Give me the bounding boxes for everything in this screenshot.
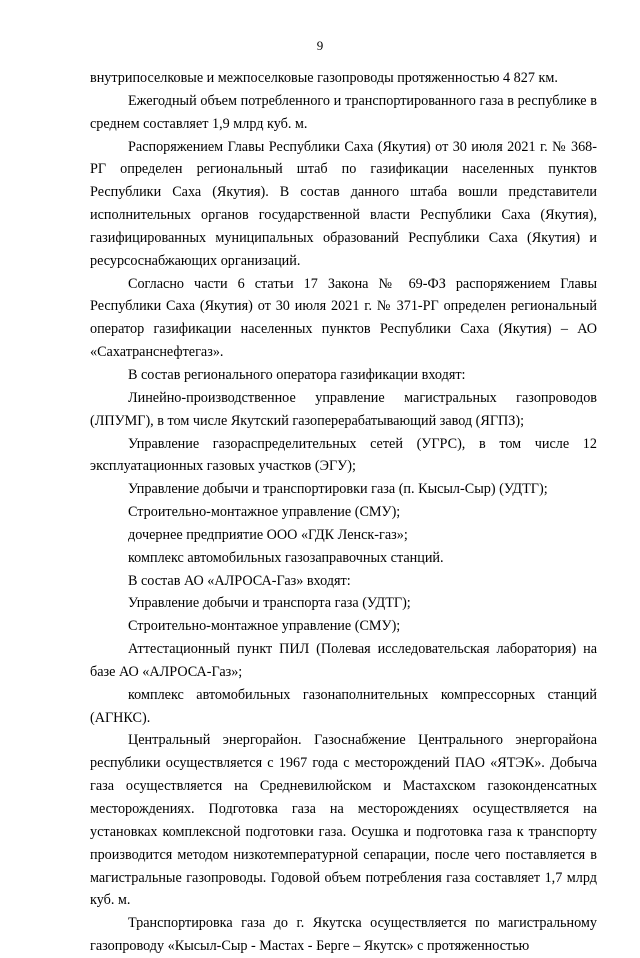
paragraph: Аттестационный пункт ПИЛ (Полевая исследовательская лаборатория) на базе АО «АЛРОСА-Газ»; [90,641,597,680]
paragraph: Строительно-монтажное управление (СМУ); [128,504,401,521]
paragraph: Управление добычи и транспортировки газа (п. Кысыл-Сыр) (УДТГ); [128,481,548,498]
paragraph: Транспортировка газа до г. Якутска осуществляется по магистральному газопроводу «Кысыл-Сыр - Мастах - Берге – Якутск» с протяженностью [90,915,597,955]
paragraph: дочернее предприятие ООО «ГДК Ленск-газ»; [128,526,408,543]
paragraph: комплекс автомобильных газозаправочных станций. [128,549,444,566]
paragraph: Управление газораспределительных сетей (УГРС), в том числе 12 эксплуатационных газовых участков (ЭГУ); [90,435,597,475]
page-number: 9 [316,38,324,53]
paragraph: Распоряжением Главы Республики Саха (Якутия) от 30 июля 2021 г. № 368-РГ определен региональный штаб по газификации населенных пунктов Республики Саха (Якутия). В состав данного штаба вошли представители исполнительных органов государственной власти Республики Саха (Якутия), газифицированных муниципальных образований Республики Саха (Якутия) и ресурсоснабжающих организаций. [90,138,597,269]
paragraph: Линейно-производственное управление магистральных газопроводов (ЛПУМГ), в том числе Якутский газоперерабатывающий завод (ЯГПЗ); [90,389,597,429]
paragraph: комплекс автомобильных газонаполнительных компрессорных станций (АГНКС). [90,686,597,726]
paragraph: Центральный энергорайон. Газоснабжение Центрального энергорайона республики осуществляется с 1967 года с месторождений ПАО «ЯТЭК». Добыча газа осуществляется на Средневилюйском и Мастахском газоконденсатных месторождениях. Подготовка газа на месторождениях осуществляется на установках комплексной подготовки газа. Осушка и подготовка газа к транспорту производится методом низкотемпературной сепарации, после чего поставляется в магистральные газопроводы. Годовой объем потребления газа составляет 1,7 млрд куб. м. [90,732,597,909]
paragraph: Согласно части 6 статьи 17 Закона № 69-ФЗ распоряжением Главы Республики Саха (Якутия) от 30 июля 2021 г. № 371-РГ определен региональный оператор газификации населенных пунктов Республики Саха (Якутия) – АО «Сахатранснефтегаз». [90,275,597,361]
paragraph: внутрипоселковые и межпоселковые газопроводы протяженностью 4 827 км. [90,70,558,86]
paragraph: Ежегодный объем потребленного и транспортированного газа в республике в среднем составляет 1,9 млрд куб. м. [90,92,597,132]
paragraph: В состав АО «АЛРОСА-Газ» входят: [128,572,351,589]
paragraph: Управление добычи и транспорта газа (УДТГ); [128,595,411,612]
document-body [90,67,597,958]
paragraph: Строительно-монтажное управление (СМУ); [128,618,401,635]
paragraph: В состав регионального оператора газификации входят: [128,366,466,383]
